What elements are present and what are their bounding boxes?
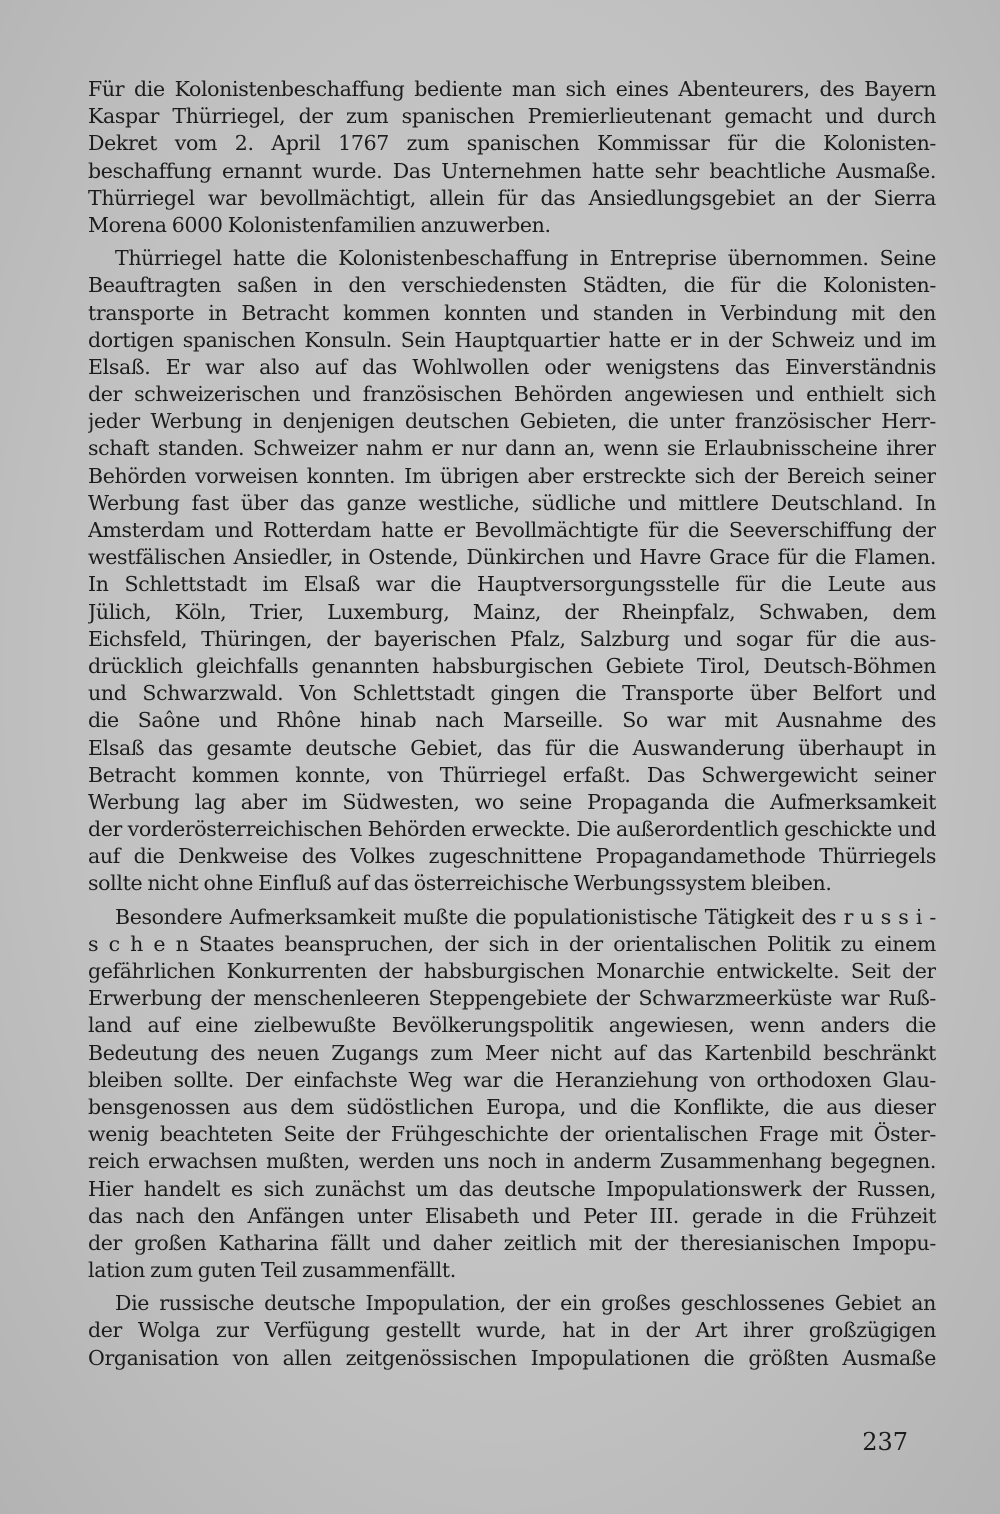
paragraph-1 bbox=[88, 76, 936, 239]
paragraph-4 bbox=[88, 1290, 936, 1372]
text-line: gefährlichen Konkurrenten der habsburgischen Monarchie entwickelte. Seit der bbox=[88, 959, 936, 983]
text-line: und Schwarzwald. Von Schlettstadt gingen die Transporte über Belfort und bbox=[88, 681, 936, 706]
text-line: wenig beachteten Seite der Frühgeschichte der orientalischen Frage mit Öster- bbox=[88, 1122, 936, 1147]
text-line: die Saône und Rhône hinab nach Marseille. So war mit Ausnahme des bbox=[88, 708, 936, 733]
text-line: auf die Denkweise des Volkes zugeschnittene Propagandamethode Thürriegels bbox=[88, 844, 936, 869]
text-line: Eichsfeld, Thüringen, der bayerischen Pfalz, Salzburg und sogar für die aus- bbox=[88, 626, 936, 651]
text-line: reich erwachsen mußten, werden uns noch in anderm Zusammenhang begegnen. bbox=[88, 1149, 936, 1174]
text-line: drücklich gleichfalls genannten habsburgischen Gebiete Tirol, Deutsch-Böhmen bbox=[88, 653, 936, 678]
page-number: 237 bbox=[862, 1428, 908, 1456]
text-line: transporte in Betracht kommen konnten und standen in Verbindung mit den bbox=[88, 300, 936, 325]
text-line: Thürriegel hatte die Kolonistenbeschaffung in Entreprise übernommen. Seine bbox=[115, 246, 936, 271]
text-line: land auf eine zielbewußte Bevölkerungspolitik angewiesen, wenn anders die bbox=[88, 1013, 936, 1038]
text-line: beschaffung ernannt wurde. Das Unternehmen hatte sehr beachtliche Ausmaße. bbox=[88, 158, 936, 183]
text-line: Werbung lag aber im Südwesten, wo seine Propaganda die Aufmerksamkeit bbox=[88, 789, 936, 814]
text-line: Morena 6000 Kolonistenfamilien anzuwerben. bbox=[88, 212, 551, 237]
paragraph-3 bbox=[88, 904, 936, 1285]
text-line: Elsaß das gesamte deutsche Gebiet, das für die Auswanderung überhaupt in bbox=[88, 735, 936, 760]
text-line: Kaspar Thürriegel, der zum spanischen Premierlieutenant gemacht und durch bbox=[88, 104, 936, 129]
text-line: Werbung fast über das ganze westliche, südliche und mittlere Deutschland. In bbox=[88, 490, 936, 515]
text-line: Betracht kommen konnte, von Thürriegel erfaßt. Das Schwergewicht seiner bbox=[88, 762, 936, 787]
text-line: Elsaß. Er war also auf das Wohlwollen oder wenigstens das Einverständnis bbox=[88, 354, 936, 379]
paragraph-2 bbox=[88, 245, 936, 898]
text-line: Amsterdam und Rotterdam hatte er Bevollmächtigte für die Seeverschiffung der bbox=[88, 518, 936, 542]
text-line: Behörden vorweisen konnten. Im übrigen aber erstreckte sich der Bereich seiner bbox=[88, 463, 936, 488]
text-line: der vorderösterreichischen Behörden erweckte. Die außerordentlich geschickte und bbox=[88, 817, 936, 842]
text-line: Beauftragten saßen in den verschiedensten Städten, die für die Kolonisten- bbox=[88, 273, 936, 298]
text-line: sollte nicht ohne Einfluß auf das österreichische Werbungssystem bleiben. bbox=[88, 871, 832, 896]
text-line: bleiben sollte. Der einfachste Weg war die Heranziehung von orthodoxen Glau- bbox=[88, 1067, 936, 1092]
text-line: das nach den Anfängen unter Elisabeth und Peter III. gerade in die Frühzeit bbox=[88, 1203, 936, 1228]
text-line: Dekret vom 2. April 1767 zum spanischen Kommissar für die Kolonisten- bbox=[88, 131, 936, 156]
text-line: Hier handelt es sich zunächst um das deutsche Impopulationswerk der Russen, bbox=[88, 1176, 936, 1201]
text-line: In Schlettstadt im Elsaß war die Hauptversorgungsstelle für die Leute aus bbox=[88, 572, 936, 597]
text-line: bensgenossen aus dem südöstlichen Europa, und die Konflikte, die aus dieser bbox=[88, 1094, 936, 1119]
text-line: Besondere Aufmerksamkeit mußte die populationistische Tätigkeit des r u s s i - bbox=[115, 904, 936, 929]
text-line: Erwerbung der menschenleeren Steppengebiete der Schwarzmeerküste war Ruß- bbox=[88, 986, 936, 1011]
text-line: lation zum guten Teil zusammenfällt. bbox=[88, 1258, 456, 1283]
text-line: dortigen spanischen Konsuln. Sein Hauptquartier hatte er in der Schweiz und im bbox=[88, 327, 936, 352]
text-line: Organisation von allen zeitgenössischen Impopulationen die größten Ausmaße bbox=[88, 1345, 936, 1370]
text-line: der Wolga zur Verfügung gestellt wurde, hat in der Art ihrer großzügigen bbox=[88, 1318, 936, 1343]
text-line: s c h e n Staates beanspruchen, der sich in der orientalischen Politik zu einem bbox=[88, 931, 936, 956]
text-line: Bedeutung des neuen Zugangs zum Meer nicht auf das Kartenbild beschränkt bbox=[88, 1040, 936, 1065]
text-line: jeder Werbung in denjenigen deutschen Gebieten, die unter französischer Herr- bbox=[88, 409, 936, 434]
text-line: der großen Katharina fällt und daher zeitlich mit der theresianischen Impopu- bbox=[88, 1230, 936, 1255]
text-line: Jülich, Köln, Trier, Luxemburg, Mainz, der Rheinpfalz, Schwaben, dem bbox=[88, 599, 936, 624]
text-line: schaft standen. Schweizer nahm er nur dann an, wenn sie Erlaubnisscheine ihrer bbox=[88, 436, 936, 461]
text-line: westfälischen Ansiedler, in Ostende, Dünkirchen und Havre Grace für die Flamen. bbox=[88, 545, 936, 570]
body-text bbox=[88, 76, 936, 1372]
text-line: Thürriegel war bevollmächtigt, allein für das Ansiedlungsgebiet an der Sierra bbox=[88, 185, 936, 210]
text-line: der schweizerischen und französischen Behörden angewiesen und enthielt sich bbox=[88, 382, 936, 407]
text-line: Für die Kolonistenbeschaffung bediente man sich eines Abenteurers, des Bayern bbox=[88, 77, 936, 101]
text-line: Die russische deutsche Impopulation, der ein großes geschlossenes Gebiet an bbox=[115, 1291, 936, 1316]
